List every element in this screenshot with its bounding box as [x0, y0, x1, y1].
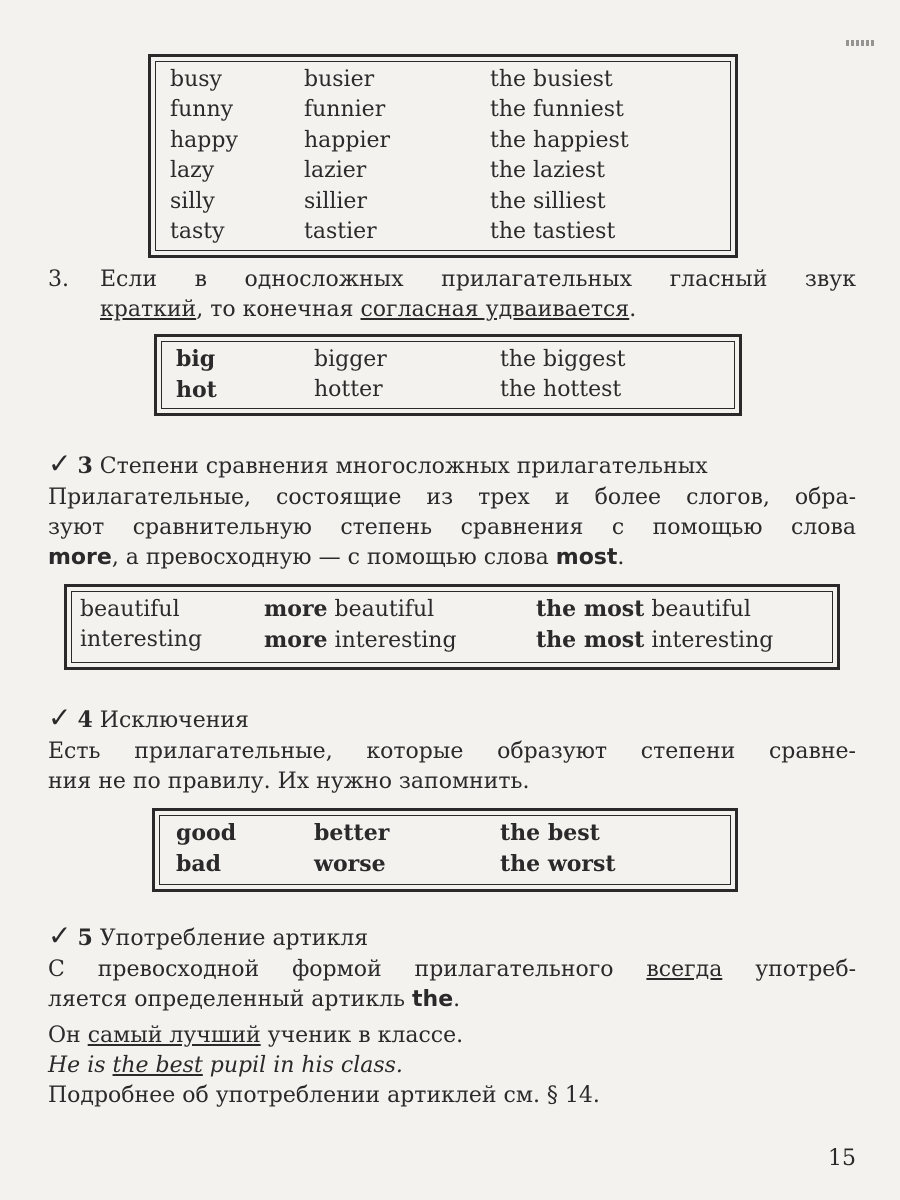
table-inner	[155, 61, 731, 251]
comparative-form: bigger	[314, 346, 387, 372]
the-most-words: the most	[536, 626, 645, 653]
table-inner	[159, 815, 731, 885]
base-form: busy	[170, 66, 222, 92]
rule-number: 3.	[48, 267, 69, 292]
table-doubling-consonant	[154, 334, 742, 416]
checkmark-icon: ✓	[48, 919, 72, 952]
base-form: big	[176, 346, 216, 373]
table-row	[162, 344, 734, 375]
superlative-form: the worst	[500, 850, 616, 877]
underlined-short: краткий	[100, 297, 197, 322]
superlative-form: the laziest	[490, 158, 605, 184]
comparative-form: funnier	[304, 97, 386, 123]
section4-heading	[48, 701, 856, 735]
section-title: Степени сравнения многосложных прилагательных	[99, 454, 708, 479]
superlative-form: the silliest	[490, 188, 606, 214]
rule-text: .	[629, 297, 637, 322]
example-english	[48, 1052, 856, 1080]
superlative-form: the tastiest	[490, 219, 616, 245]
base-form: interesting	[80, 627, 203, 653]
table-row	[156, 64, 730, 95]
paragraph-text: , а превосходную — с помощью слова	[111, 545, 556, 570]
reference-text: Подробнее об употреблении артиклей см. § 14.	[48, 1083, 600, 1108]
section-number: 4	[77, 707, 93, 733]
table-row	[156, 156, 730, 187]
example-text: pupil in his class.	[202, 1053, 403, 1078]
example-text: He is	[48, 1053, 113, 1078]
checkmark-icon: ✓	[48, 447, 72, 480]
keyword-more: more	[48, 545, 112, 570]
table-row	[156, 217, 730, 248]
superlative-form: the happiest	[490, 127, 629, 153]
paragraph-text: Прилагательные, состоящие из трех и более слогов, обра-	[48, 485, 856, 510]
rule-text: , то конечная	[196, 297, 361, 322]
section-title: Употребление артикля	[99, 926, 369, 951]
comparative-form: better	[314, 820, 390, 847]
table-row	[72, 625, 832, 656]
table-multisyllable	[64, 584, 840, 670]
base-form: tasty	[170, 219, 225, 245]
section-number: 3	[77, 453, 93, 479]
table-row	[156, 95, 730, 126]
base-form: bad	[176, 850, 222, 877]
underlined-consonant-doubles: согласная удваивается	[360, 297, 630, 322]
superlative-form: the biggest	[500, 346, 626, 372]
base-form: lazy	[170, 158, 215, 184]
superlative-form: the funniest	[490, 97, 624, 123]
table-inner	[71, 591, 833, 663]
section5-line1	[48, 956, 856, 984]
comparative-form	[264, 596, 536, 622]
section5-heading	[48, 919, 856, 953]
comparative-form: busier	[304, 66, 375, 92]
section-title: Исключения	[99, 708, 249, 733]
table-row	[160, 849, 730, 880]
section4-line1	[48, 738, 856, 766]
table-inner	[161, 341, 735, 409]
adjective-word: interesting	[644, 627, 774, 653]
rule3-line2	[100, 296, 860, 324]
table-row	[162, 375, 734, 406]
keyword-the: the	[412, 987, 454, 1012]
paragraph-text: ляется определенный артикль	[48, 987, 413, 1012]
adjective-word: interesting	[327, 627, 457, 653]
adjective-word: beautiful	[644, 597, 751, 623]
comparative-form: sillier	[304, 188, 367, 214]
reference-line	[48, 1082, 856, 1110]
underlined-the-best: the best	[112, 1053, 203, 1078]
base-form: funny	[170, 97, 234, 123]
example-text: Он	[48, 1023, 88, 1048]
comparative-form	[264, 627, 536, 653]
comparative-form: happier	[304, 127, 391, 153]
superlative-form: the best	[500, 820, 600, 847]
comparative-form: lazier	[304, 158, 367, 184]
base-form: happy	[170, 127, 238, 153]
adjective-word: beautiful	[327, 597, 435, 623]
section5-line2	[48, 986, 856, 1014]
example-russian	[48, 1022, 856, 1050]
section3-line3	[48, 544, 856, 572]
superlative-form: the busiest	[490, 66, 613, 92]
page-number: 15	[828, 1146, 856, 1171]
section3-heading	[48, 447, 856, 481]
example-text: ученик в классе.	[260, 1023, 464, 1048]
underlined-best: самый лучший	[87, 1023, 261, 1048]
superlative-form: the hottest	[500, 377, 622, 403]
comparative-form: tastier	[304, 219, 377, 245]
more-word: more	[264, 596, 328, 623]
base-form: good	[176, 820, 237, 847]
superlative-form	[536, 596, 832, 622]
comparative-form: hotter	[314, 377, 383, 403]
underlined-always: всегда	[646, 957, 723, 982]
paragraph-text: зуют сравнительную степень сравнения с помощью слова	[48, 515, 856, 540]
section4-line2	[48, 768, 856, 796]
table-row	[156, 186, 730, 217]
rule-text: Если в односложных прилагательных гласный звук	[100, 267, 856, 292]
scan-speck	[846, 40, 876, 46]
more-word: more	[264, 626, 328, 653]
paragraph-text: употреб-	[722, 957, 856, 982]
section3-line1	[48, 484, 856, 512]
superlative-form	[536, 627, 832, 653]
table-row	[72, 594, 832, 625]
section3-line2	[48, 514, 856, 542]
base-form: silly	[170, 188, 215, 214]
table-row	[160, 818, 730, 849]
base-form: hot	[176, 376, 217, 403]
base-form: beautiful	[80, 596, 180, 622]
table-y-to-i-adjectives	[148, 54, 738, 258]
paragraph-text: С превосходной формой прилагательного	[48, 957, 647, 982]
paragraph-text: ния не по правилу. Их нужно запомнить.	[48, 769, 530, 794]
keyword-most: most	[555, 545, 618, 570]
table-exceptions	[152, 808, 738, 892]
section-number: 5	[77, 925, 93, 951]
table-row	[156, 125, 730, 156]
comparative-form: worse	[314, 850, 386, 877]
checkmark-icon: ✓	[48, 701, 72, 734]
paragraph-text: .	[617, 545, 625, 570]
the-most-words: the most	[536, 596, 645, 623]
paragraph-text: .	[453, 987, 461, 1012]
paragraph-text: Есть прилагательные, которые образуют степени сравне-	[48, 739, 856, 764]
rule3-line1	[48, 266, 856, 294]
